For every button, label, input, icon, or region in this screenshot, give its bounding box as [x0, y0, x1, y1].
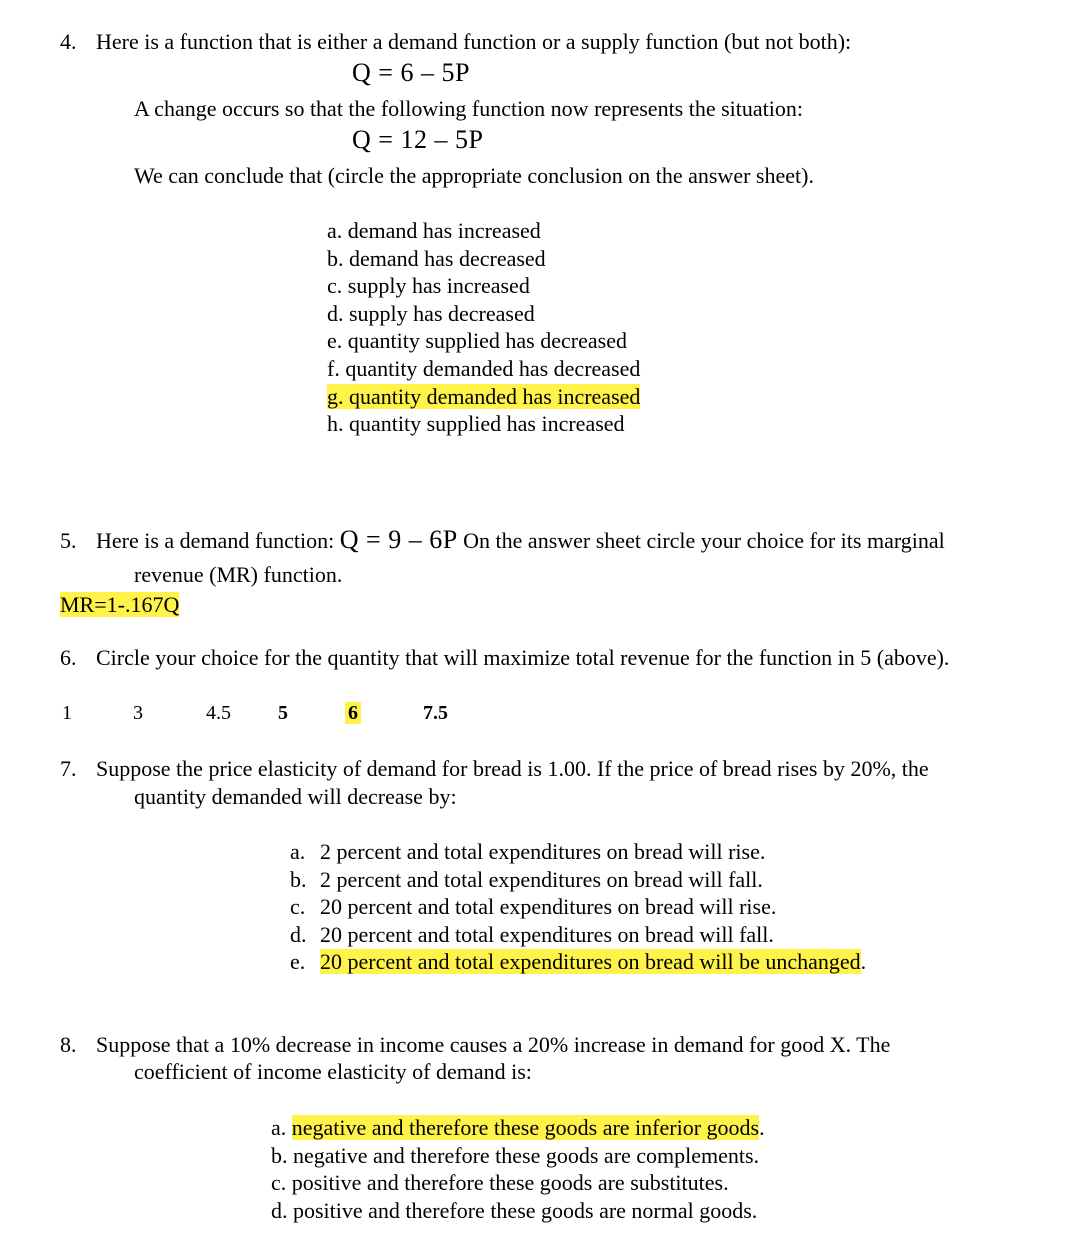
- q4-change-text: A change occurs so that the following function now represents the situation:: [134, 96, 804, 121]
- q4-option-e[interactable]: e. quantity supplied has decreased: [327, 328, 627, 354]
- q7-options-list: [290, 838, 866, 976]
- q7-text-line2: quantity demanded will decrease by:: [134, 784, 457, 809]
- q8-number: 8.: [60, 1032, 77, 1057]
- q5-equation: Q = 9 – 6P: [339, 525, 458, 554]
- q5-text-before: Here is a demand function:: [96, 528, 335, 553]
- q4-option-d[interactable]: d. supply has decreased: [327, 300, 535, 326]
- q7-option-e[interactable]: e. 20 percent and total expenditures on bread will be unchanged.: [290, 949, 867, 975]
- q6-choice-3[interactable]: 3: [133, 702, 143, 724]
- q4-conclude-text: We can conclude that (circle the appropriate conclusion on the answer sheet).: [134, 163, 814, 188]
- q7-option-a[interactable]: a. 2 percent and total expenditures on bread will rise.: [290, 839, 766, 864]
- q7-text-line1: Suppose the price elasticity of demand for bread is 1.00. If the price of bread rises by 20%, the: [96, 756, 929, 781]
- q6-prompt: [60, 645, 949, 671]
- q4-option-h[interactable]: h. quantity supplied has increased: [327, 411, 625, 437]
- q7-prompt: [60, 756, 929, 782]
- q7-number: 7.: [60, 756, 77, 781]
- q5-answer-highlighted: MR=1-.167Q: [60, 592, 180, 617]
- q4-option-f[interactable]: f. quantity demanded has decreased: [327, 355, 641, 381]
- q5-text-after: On the answer sheet circle your choice for its marginal: [463, 528, 945, 553]
- q4-equation-2: Q = 12 – 5P: [352, 125, 484, 154]
- q4-options-list: [327, 217, 640, 438]
- q7-option-b[interactable]: b. 2 percent and total expenditures on bread will fall.: [290, 866, 763, 892]
- q8-option-d[interactable]: d. positive and therefore these goods are normal goods.: [271, 1197, 758, 1223]
- q6-choice-6-highlighted: 6: [345, 702, 361, 724]
- q4-option-c[interactable]: c. supply has increased: [327, 273, 530, 299]
- q6-choice-7-5[interactable]: 7.5: [423, 702, 448, 724]
- q8-option-b[interactable]: b. negative and therefore these goods are complements.: [271, 1142, 760, 1168]
- q4-text: Here is a function that is either a demand function or a supply function (but not both):: [96, 29, 852, 54]
- q8-prompt: [60, 1032, 890, 1058]
- q8-option-a[interactable]: a. negative and therefore these goods are inferior goods.: [271, 1115, 765, 1140]
- q8-text-line2: coefficient of income elasticity of demand is:: [134, 1059, 532, 1084]
- q5-text-line2: revenue (MR) function.: [134, 562, 343, 587]
- q8-options-list: [271, 1114, 765, 1224]
- q6-choice-5[interactable]: 5: [278, 702, 288, 724]
- q4-number: 4.: [60, 29, 77, 54]
- q6-choice-1[interactable]: 1: [62, 702, 72, 724]
- q5-prompt: [60, 527, 945, 554]
- q7-option-e-highlighted: 20 percent and total expenditures on bread will be unchanged: [320, 949, 861, 975]
- q7-option-d[interactable]: d. 20 percent and total expenditures on bread will fall.: [290, 921, 774, 947]
- q5-number: 5.: [60, 528, 77, 553]
- q4-prompt: [60, 29, 851, 55]
- q6-number: 6.: [60, 645, 77, 670]
- q6-choice-4-5[interactable]: 4.5: [206, 702, 231, 724]
- q8-option-a-highlighted: negative and therefore these goods are inferior goods: [291, 1115, 760, 1140]
- q8-option-c[interactable]: c. positive and therefore these goods are substitutes.: [271, 1170, 729, 1196]
- q6-choice-6[interactable]: [345, 700, 361, 726]
- q4-equation-1: Q = 6 – 5P: [352, 58, 470, 87]
- q4-option-g-highlighted[interactable]: g. quantity demanded has increased: [327, 383, 641, 409]
- q4-option-a[interactable]: a. demand has increased: [327, 218, 541, 243]
- q6-text: Circle your choice for the quantity that will maximize total revenue for the function in 5 (above).: [96, 645, 950, 670]
- q8-text-line1: Suppose that a 10% decrease in income causes a 20% increase in demand for good X. The: [96, 1032, 891, 1057]
- q4-option-b[interactable]: b. demand has decreased: [327, 245, 546, 271]
- q5-answer-row: [60, 592, 179, 618]
- q7-option-c[interactable]: c. 20 percent and total expenditures on bread will rise.: [290, 894, 777, 920]
